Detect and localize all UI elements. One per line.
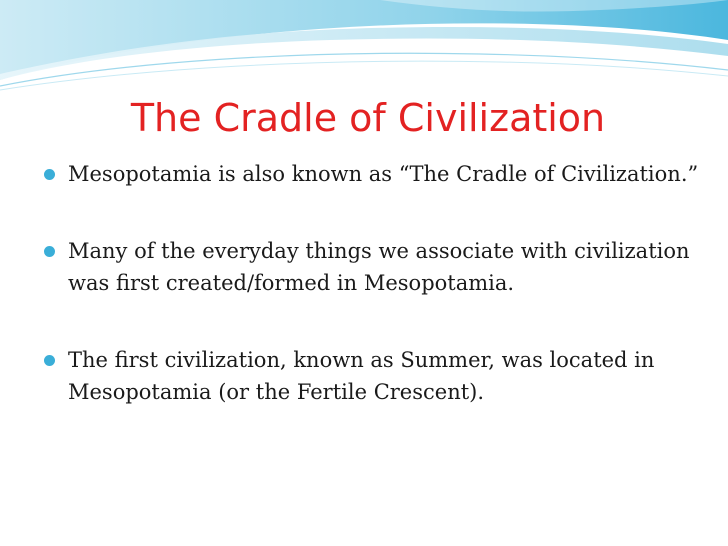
list-item bbox=[44, 158, 704, 190]
bullet-text: Many of the everyday things we associate with civilization was first created/formed in Mesopotamia. bbox=[68, 239, 690, 295]
bullet-dot-icon bbox=[44, 355, 55, 366]
wave-line-2 bbox=[0, 61, 728, 90]
bullet-dot-icon bbox=[44, 169, 55, 180]
bullet-list bbox=[44, 158, 704, 408]
list-item bbox=[44, 344, 704, 408]
bullet-text: The first civilization, known as Summer, was located in Mesopotamia (or the Fertile Crescent). bbox=[68, 348, 655, 404]
bullet-text: Mesopotamia is also known as “The Cradle of Civilization.” bbox=[68, 162, 699, 186]
bullet-dot-icon bbox=[44, 246, 55, 257]
slide-title: The Cradle of Civilization bbox=[130, 96, 606, 140]
list-item bbox=[44, 235, 704, 299]
wave-header-decoration bbox=[0, 0, 728, 95]
